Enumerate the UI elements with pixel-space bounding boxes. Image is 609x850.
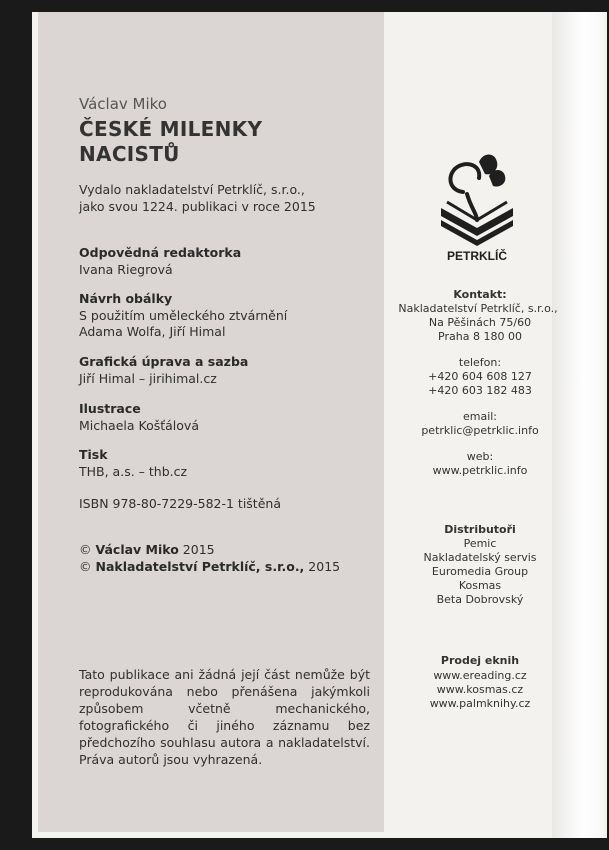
logo-text: PETRKLÍČ	[447, 249, 507, 263]
distributor-3: Euromedia Group	[431, 565, 529, 578]
cover-design-heading: Návrh obálky	[79, 291, 173, 306]
address-line-2: Na Pěšinách 75/60	[428, 316, 532, 329]
copyright-publisher: © Nakladatelství Petrklíč, s.r.o., 2015	[79, 559, 341, 574]
petrklic-logo-icon	[437, 150, 517, 265]
copyright-disclaimer: Tato publikace ani žádná její část nemůže být reprodukována nebo přenášena jakýmkoli způsobem včetně mechanického, fotografického či jiného záznamu bez předchozího souhlasu autora a nakladatelství. Práva autorů jsou vyhrazená.	[79, 667, 370, 767]
email-label: email:	[462, 410, 498, 423]
cover-design-line-2: Adama Wolfa, Jiří Himal	[79, 324, 226, 339]
phone-label: telefon:	[458, 356, 502, 369]
publisher-line-2: jako svou 1224. publikaci v roce 2015	[79, 199, 316, 214]
typesetting-name: Jiří Himal – jirihimal.cz	[79, 371, 217, 386]
editor-name: Ivana Riegrová	[79, 262, 173, 277]
email-value: petrklic@petrklic.info	[421, 424, 539, 437]
distributors-heading: Distributoři	[444, 523, 516, 536]
cover-design-line-1: S použitím uměleckého ztvárnění	[79, 308, 288, 323]
web-label: web:	[466, 450, 494, 463]
author-name: Václav Miko	[79, 95, 167, 113]
isbn: ISBN 978-80-7229-582-1 tištěná	[79, 496, 281, 511]
ebook-site-2: www.kosmas.cz	[436, 683, 524, 696]
book-title-line-1: ČESKÉ MILENKY	[79, 117, 263, 141]
web-value: www.petrklic.info	[432, 464, 528, 477]
phone-2: +420 603 182 483	[428, 384, 532, 397]
print-name: THB, a.s. – thb.cz	[79, 464, 188, 479]
address-line-1: Nakladatelství Petrklíč, s.r.o.,	[398, 302, 558, 315]
distributor-1: Pemic	[463, 537, 497, 550]
copyright-author: © Václav Miko 2015	[79, 542, 215, 557]
print-heading: Tisk	[79, 447, 108, 462]
illustration-heading: Ilustrace	[79, 401, 141, 416]
distributor-2: Nakladatelský servis	[423, 551, 537, 564]
ebooks-heading: Prodej eknih	[440, 654, 520, 667]
illustration-name: Michaela Košťálová	[79, 418, 199, 433]
contact-heading: Kontakt:	[453, 288, 507, 301]
editor-heading: Odpovědná redaktorka	[79, 245, 242, 260]
book-title-line-2: NACISTŮ	[79, 142, 180, 166]
distributor-5: Beta Dobrovský	[436, 593, 524, 606]
phone-1: +420 604 608 127	[428, 370, 532, 383]
ebook-site-3: www.palmknihy.cz	[429, 697, 531, 710]
typesetting-heading: Grafická úprava a sazba	[79, 354, 249, 369]
ebook-site-1: www.ereading.cz	[433, 669, 527, 682]
distributor-4: Kosmas	[458, 579, 502, 592]
address-line-3: Praha 8 180 00	[438, 330, 522, 343]
publisher-line-1: Vydalo nakladatelství Petrklíč, s.r.o.,	[79, 182, 305, 197]
